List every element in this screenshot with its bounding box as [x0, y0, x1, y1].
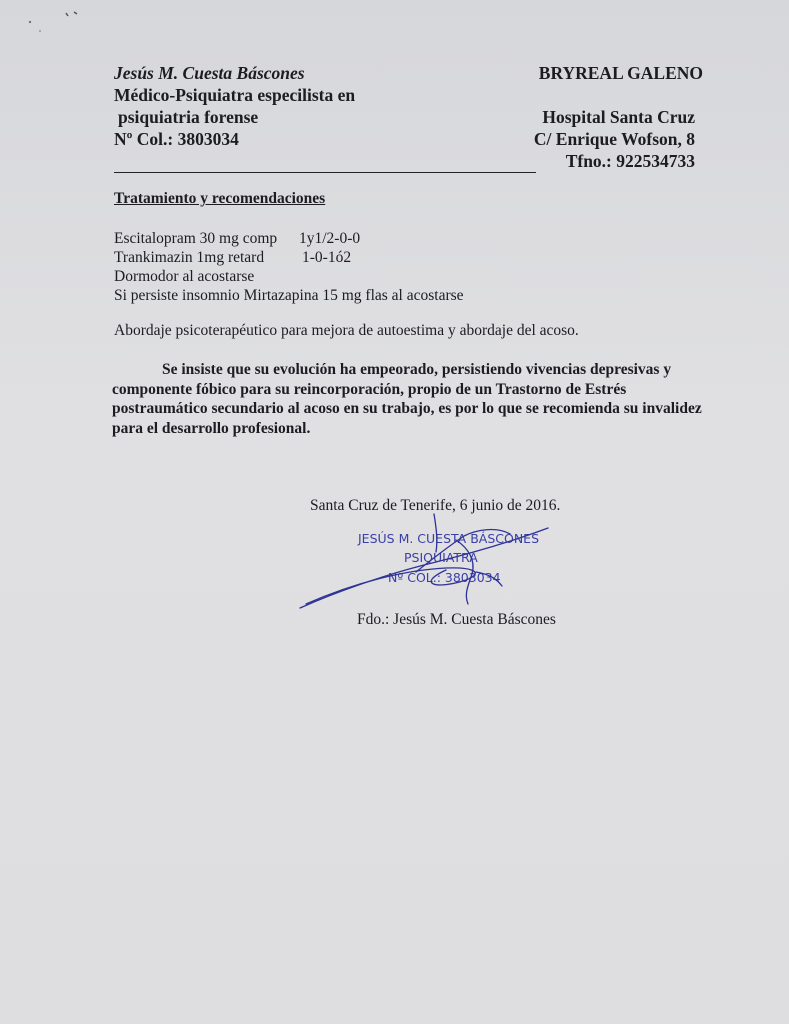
stamp-graphic: [296, 512, 566, 612]
college-number: Nº Col.: 3803034: [114, 129, 239, 149]
doctor-stamp: [296, 512, 566, 612]
clinic-header: [533, 62, 703, 172]
doctor-name: Jesús M. Cuesta Báscones: [114, 63, 305, 83]
medication-name: Escitalopram 30 mg comp: [114, 230, 278, 247]
medication-dose: 1-0-1ó2: [302, 249, 352, 266]
specialty-line2: psiquiatria forense: [118, 107, 259, 127]
stamp-line3: Nº COL.: 3803034: [388, 570, 501, 585]
medication-item: [114, 267, 464, 286]
clinic-name: BRYREAL GALENO: [538, 63, 703, 83]
hospital-phone: Tfno.: 922534733: [565, 151, 695, 171]
scan-specks: [28, 4, 88, 34]
doctor-header: [114, 62, 355, 150]
medication-list: [114, 229, 464, 305]
clinical-paragraph: Se insiste que su evolución ha empeorado, persistiendo vivencias depresivas y componente fóbico para su reincorporación, propio de un Trastorno de Estrés postraumático secundario al acoso en su trabajo, es por lo que se recomienda su invalidez para el desarrollo profesional.: [112, 361, 702, 437]
medication-name: Trankimazin 1mg retard: [114, 249, 265, 266]
signed-by: Fdo.: Jesús M. Cuesta Báscones: [357, 611, 556, 628]
section-title: Tratamiento y recomendaciones: [114, 190, 326, 207]
stamp-line2: PSIQUIATRA: [404, 550, 478, 565]
header-divider: [114, 172, 536, 173]
medication-item: [114, 248, 464, 267]
therapy-approach: Abordaje psicoterapéutico para mejora de autoestima y abordaje del acoso.: [114, 322, 579, 339]
hospital-address: C/ Enrique Wofson, 8: [533, 129, 695, 149]
specialty-line1: Médico-Psiquiatra especilista en: [114, 85, 356, 105]
stamp-line1: JESÚS M. CUESTA BÁSCONES: [358, 531, 540, 546]
medication-item: [114, 286, 464, 305]
hospital-name: Hospital Santa Cruz: [542, 107, 695, 127]
corner-marks: [28, 4, 88, 39]
medication-name: Dormodor al acostarse: [114, 268, 255, 285]
medication-name: Si persiste insomnio Mirtazapina 15 mg flas al acostarse: [114, 287, 464, 304]
medication-dose: 1y1/2-0-0: [299, 230, 361, 247]
date-line: Santa Cruz de Tenerife, 6 junio de 2016.: [310, 497, 561, 514]
medication-item: [114, 229, 464, 248]
